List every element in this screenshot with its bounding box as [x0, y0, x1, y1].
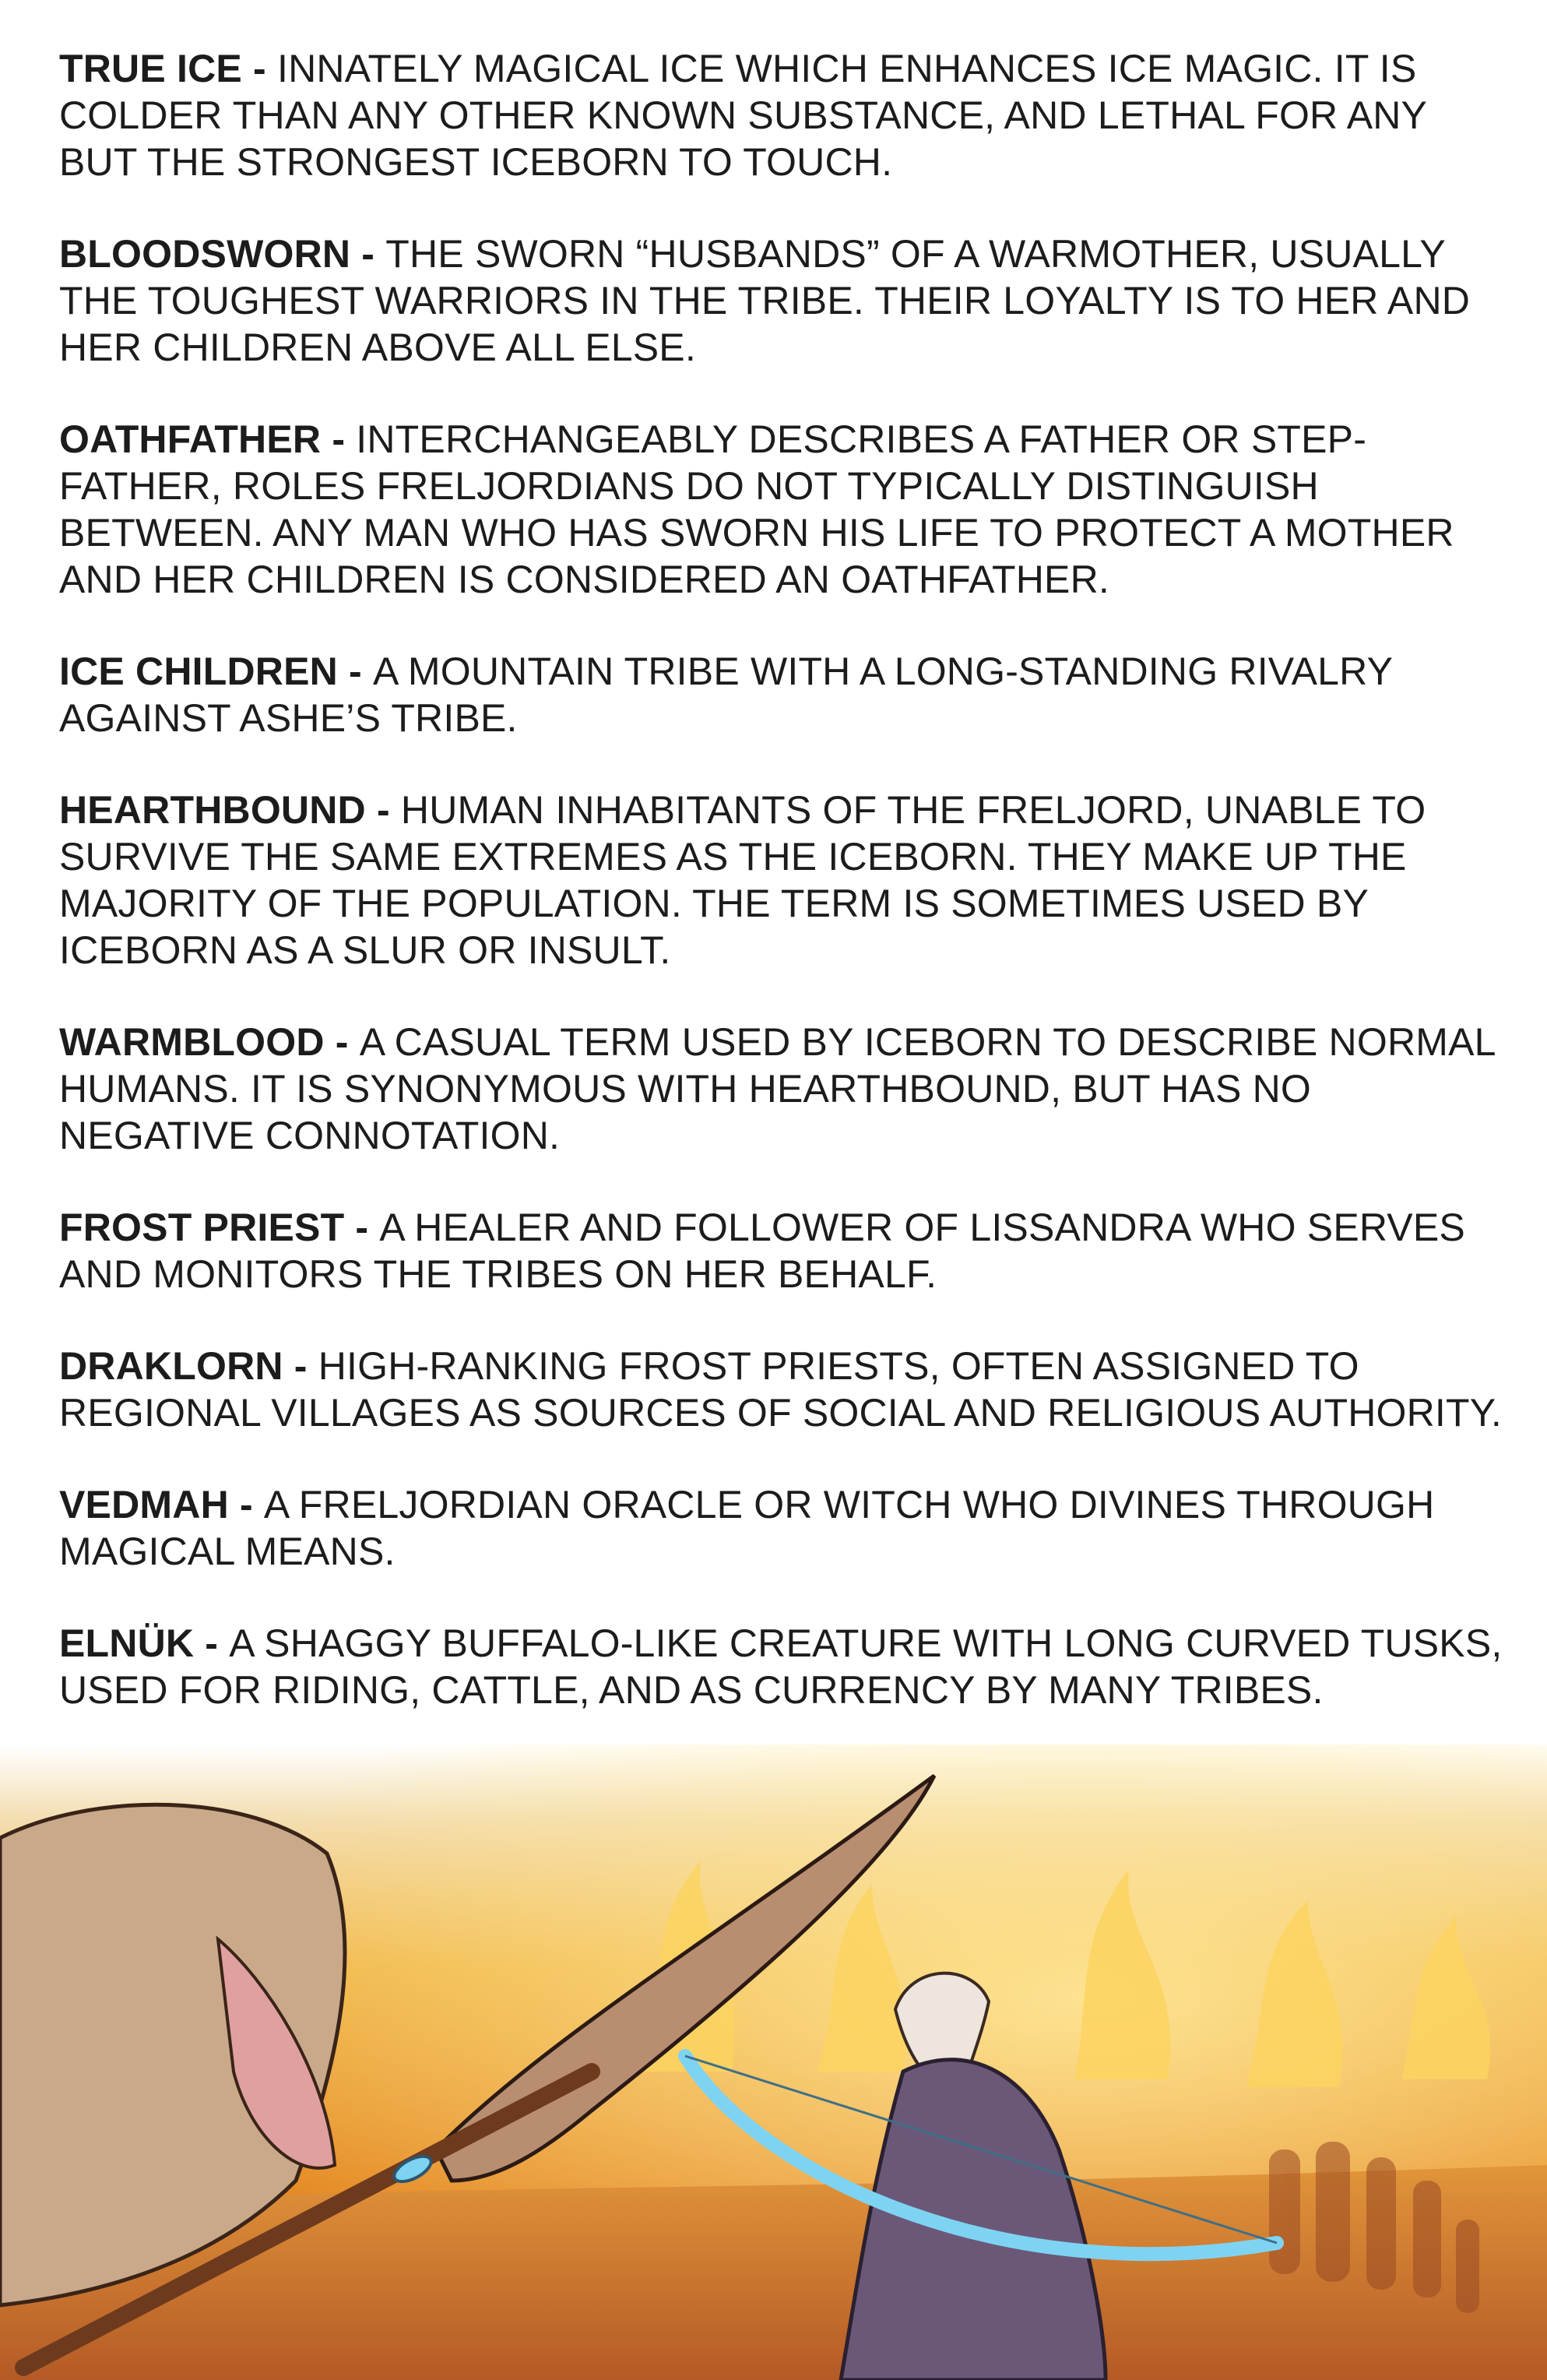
- figure-silhouette: [1269, 2149, 1300, 2274]
- glossary-entry: [59, 45, 1507, 185]
- glossary-definition: A SHAGGY BUFFALO-LIKE CREATURE WITH LONG CURVED TUSKS, USED FOR RIDING, CATTLE, AND AS CURRENCY BY MANY TRIBES.: [59, 1621, 1503, 1712]
- glossary-term: WARMBLOOD: [59, 1020, 325, 1064]
- glossary-definition: THE SWORN “HUSBANDS” OF A WARMOTHER, USUALLY THE TOUGHEST WARRIORS IN THE TRIBE. THEIR LOYALTY IS TO HER AND HER CHILDREN ABOVE ALL ELSE.: [59, 232, 1471, 369]
- term-separator: -: [194, 1621, 230, 1665]
- term-separator: -: [241, 47, 277, 90]
- term-separator: -: [337, 650, 374, 693]
- glossary-term: ELNÜK: [59, 1621, 195, 1665]
- glossary-entry: [59, 231, 1507, 371]
- figure-silhouette: [1366, 2157, 1396, 2290]
- glossary-entry: [59, 787, 1507, 973]
- glossary-entry: [59, 648, 1507, 741]
- glossary-term: VEDMAH: [59, 1483, 229, 1526]
- glossary-definition: INNATELY MAGICAL ICE WHICH ENHANCES ICE MAGIC. IT IS COLDER THAN ANY OTHER KNOWN SUBSTANCE, AND LETHAL FOR ANY BUT THE STRONGEST ICEBORN TO TOUCH.: [59, 47, 1427, 184]
- battle-scene-svg: [0, 1745, 1547, 2380]
- term-separator: -: [324, 1020, 360, 1064]
- term-separator: -: [350, 232, 386, 276]
- glossary-definition: HUMAN INHABITANTS OF THE FRELJORD, UNABLE TO SURVIVE THE SAME EXTREMES AS THE ICEBORN. THEY MAKE UP THE MAJORITY OF THE POPULATION. THE TERM IS SOMETIMES USED BY ICEBORN AS A SLUR OR INSULT.: [59, 788, 1426, 972]
- glossary-definition: A FRELJORDIAN ORACLE OR WITCH WHO DIVINES THROUGH MAGICAL MEANS.: [59, 1483, 1435, 1573]
- glossary-list: [59, 45, 1507, 1759]
- glossary-entry: [59, 1620, 1507, 1713]
- glossary-definition: INTERCHANGEABLY DESCRIBES A FATHER OR STEP-FATHER, ROLES FRELJORDIANS DO NOT TYPICALLY DISTINGUISH BETWEEN. ANY MAN WHO HAS SWORN HIS LIFE TO PROTECT A MOTHER AND HER CHILDREN IS CONSIDERED AN OATHFATHER.: [59, 417, 1454, 601]
- figure-silhouette: [1456, 2220, 1479, 2313]
- figure-silhouette: [1413, 2181, 1441, 2297]
- glossary-term: OATHFATHER: [59, 417, 322, 461]
- glossary-term: DRAKLORN: [59, 1344, 283, 1388]
- glossary-term: FROST PRIEST: [59, 1206, 345, 1249]
- term-separator: -: [228, 1483, 264, 1526]
- figure-silhouette: [1316, 2142, 1350, 2282]
- glossary-term: HEARTHBOUND: [59, 788, 366, 832]
- glossary-definition: HIGH-RANKING FROST PRIESTS, OFTEN ASSIGNED TO REGIONAL VILLAGES AS SOURCES OF SOCIAL AND RELIGIOUS AUTHORITY.: [59, 1344, 1502, 1435]
- term-separator: -: [365, 788, 401, 832]
- glossary-entry: [59, 1481, 1507, 1575]
- glossary-entry: [59, 1019, 1507, 1159]
- term-separator: -: [321, 417, 357, 461]
- term-separator: -: [283, 1344, 318, 1388]
- glossary-definition: A MOUNTAIN TRIBE WITH A LONG-STANDING RIVALRY AGAINST ASHE’S TRIBE.: [59, 650, 1393, 740]
- glossary-definition: A CASUAL TERM USED BY ICEBORN TO DESCRIBE NORMAL HUMANS. IT IS SYNONYMOUS WITH HEARTHBOUND, BUT HAS NO NEGATIVE CONNOTATION.: [59, 1020, 1495, 1157]
- glossary-entry: [59, 1204, 1507, 1297]
- glossary-term: TRUE ICE: [59, 47, 242, 90]
- glossary-entry: [59, 1343, 1507, 1436]
- glossary-term: BLOODSWORN: [59, 232, 351, 276]
- glossary-definition: A HEALER AND FOLLOWER OF LISSANDRA WHO SERVES AND MONITORS THE TRIBES ON HER BEHALF.: [59, 1206, 1465, 1296]
- glossary-entry: [59, 416, 1507, 603]
- term-separator: -: [344, 1206, 380, 1249]
- battle-illustration: [0, 1745, 1547, 2380]
- glossary-term: ICE CHILDREN: [59, 650, 338, 693]
